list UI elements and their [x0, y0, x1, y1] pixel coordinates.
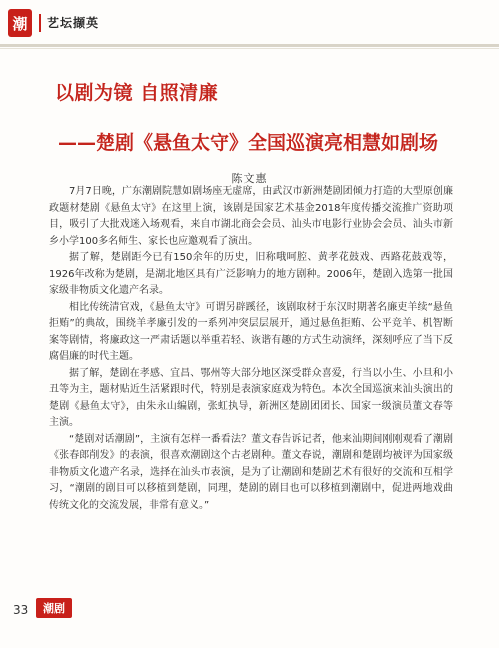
- article-body: [49, 184, 453, 514]
- article-author: 陈文惠: [231, 172, 268, 185]
- footer-magazine-logo: 潮剧: [36, 598, 72, 618]
- header-rule: [0, 44, 499, 47]
- page-number: 33: [13, 603, 29, 617]
- header-rule-thin: [0, 48, 499, 49]
- header-divider: [39, 14, 41, 32]
- article-paragraph: 据了解，楚剧在孝感、宜昌、鄂州等大部分地区深受群众喜爱，行当以小生、小旦和小丑等为主，题材贴近生活紧跟时代，特别是表演家庭戏为特色。本次全国巡演来汕头演出的楚剧《悬鱼太守》，由朱永山编剧，张虹执导，新洲区楚剧团团长、国家一级演员董文春等主演。: [49, 367, 453, 428]
- article-subtitle: ——楚剧《悬鱼太守》全国巡演亮相慧如剧场: [58, 132, 439, 154]
- magazine-logo-seal: 潮: [8, 9, 32, 37]
- section-title: 艺坛撷英: [47, 16, 100, 30]
- article-paragraph: 7月7日晚，广东潮剧院慧如剧场座无虚席，由武汉市新洲楚剧团倾力打造的大型原创廉政题材楚剧《悬鱼太守》在这里上演，该剧是国家艺术基金2018年度传播交流推广资助项目，吸引了大批戏迷入场观看，来自市湖北商会会员、汕头市电影行业协会会员、汕头市新乡小学100多名师生、家长也应邀观看了演出。: [49, 186, 453, 247]
- article-paragraph: 据了解，楚剧距今已有150余年的历史，旧称哦呵腔、黄孝花鼓戏、西路花鼓戏等，1926年改称为楚剧，是湖北地区具有广泛影响力的地方剧种。2006年，楚剧入选第一批国家级非物质文化遗产名录。: [49, 252, 453, 296]
- article-paragraph: “楚剧对话潮剧”，主演有怎样一番看法？董文春告诉记者，他来汕期间刚刚观看了潮剧《张春郎削发》的表演，很喜欢潮剧这个古老剧种。董文春说，潮剧和楚剧均被评为国家级非物质文化遗产名录，选择在汕头市表演，是为了让潮剧和楚剧艺术有很好的交流和互相学习，“潮剧的剧目可以移植到楚剧，同理，楚剧的剧目也可以移植到潮剧中，促进两地戏曲传统文化的交流发展，非常有意义。”: [49, 433, 453, 511]
- page-header: [0, 0, 499, 50]
- article-paragraph: 相比传统清官戏，《悬鱼太守》可谓另辟蹊径，该剧取材于东汉时期著名廉吏羊续“悬鱼拒贿”的典故，围绕羊孝廉引发的一系列冲突层层展开，通过悬鱼拒贿、公平竞羊、机智断案等剧情，将廉政这一严肃话题以举重若轻、诙谐有趣的方式生动演绎，深刻呼应了当下反腐倡廉的时代主题。: [49, 301, 453, 362]
- article-title: 以剧为镜 自照清廉: [55, 82, 219, 104]
